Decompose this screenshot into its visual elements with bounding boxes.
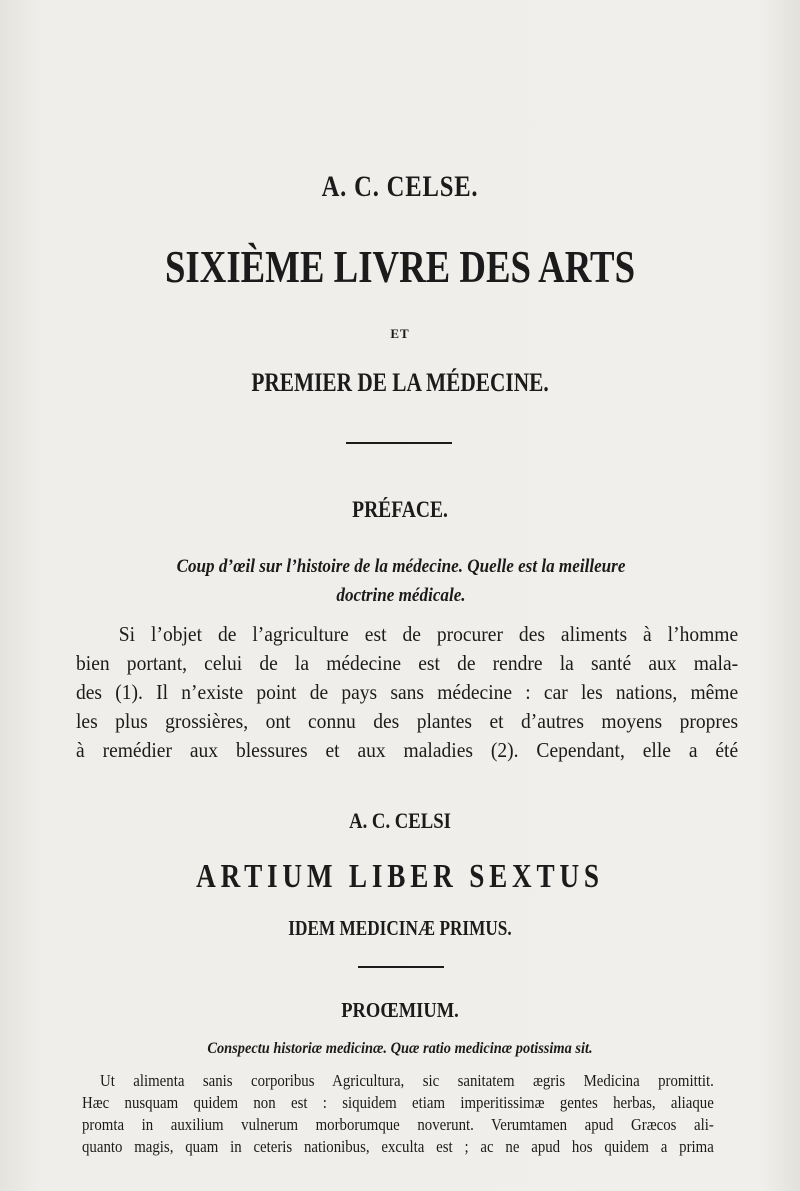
latin-author: A. C. CELSI [349, 808, 451, 833]
french-body-line: Si l’objet de l’agriculture est de procurer des aliments à l’homme [118, 622, 739, 646]
french-summary-line: Coup d’œil sur l’histoire de la médecine. Quelle est la meilleure [176, 556, 626, 577]
french-title: SIXIÈME LIVRE DES ARTS [164, 241, 636, 292]
latin-body-line: Hæc nusquam quidem non est : siquidem etiam imperitissimæ gentes herbas, aliaque [82, 1093, 714, 1112]
french-summary [127, 552, 676, 610]
french-body-line: les plus grossières, ont connu des plantes et d’autres moyens propres [76, 709, 739, 733]
french-body-line: à remédier aux blessures et aux maladies (2). Cependant, elle a été [76, 738, 739, 762]
conjunction-et: ET [390, 326, 410, 341]
french-author: A. C. CELSE. [321, 170, 479, 203]
french-subtitle: PREMIER DE LA MÉDECINE. [251, 368, 549, 397]
latin-summary: Conspectu historiæ medicinæ. Quæ ratio medicinæ potissima sit. [207, 1040, 593, 1057]
section-divider [346, 442, 452, 444]
proemium-heading: PROŒMIUM. [341, 998, 459, 1022]
french-summary-line: doctrine médicale. [336, 585, 466, 606]
french-body-paragraph [76, 620, 738, 765]
latin-body-line: quanto magis, quam in ceteris nationibus, exculta est ; ac ne apud hos quidem a prima [82, 1137, 714, 1156]
french-body-line: des (1). Il n’existe point de pays sans médecine : car les nations, même [76, 680, 739, 704]
preface-heading: PRÉFACE. [352, 497, 448, 522]
section-divider [358, 966, 444, 968]
latin-body-line: Ut alimenta sanis corporibus Agricultura, sic sanitatem ægris Medicina promittit. [100, 1071, 714, 1090]
french-body-line: bien portant, celui de la médecine est de rendre la santé aux mala- [76, 651, 739, 675]
latin-body-line: promta in auxilium vulnerum morborumque noverunt. Verumtamen apud Græcos ali- [82, 1115, 714, 1134]
latin-subtitle: IDEM MEDICINÆ PRIMUS. [288, 916, 512, 940]
latin-body-paragraph [82, 1070, 714, 1158]
latin-title: ARTIUM LIBER SEXTUS [196, 858, 604, 895]
